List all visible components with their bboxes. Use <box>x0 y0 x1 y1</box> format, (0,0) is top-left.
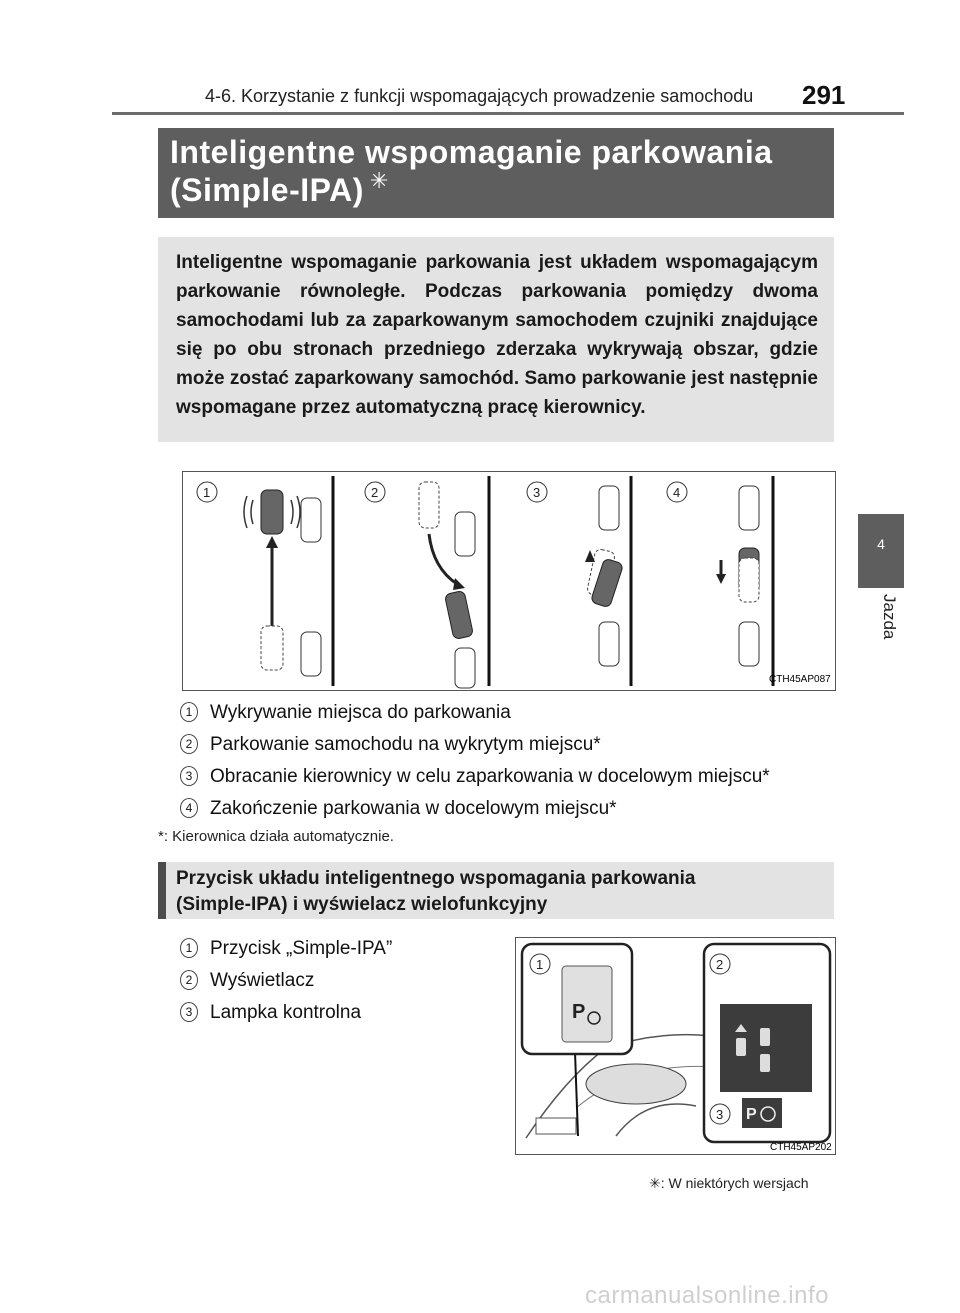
step-text: Parkowanie samochodu na wykrytym miejscu* <box>210 734 601 755</box>
step-4-badge <box>667 482 687 502</box>
figure-code: CTH45AP202 <box>770 1142 832 1153</box>
moving-car <box>261 490 283 534</box>
steps-footnote: *: Kierownica działa automatycznie. <box>158 828 394 845</box>
chapter-label-text: Jazda <box>880 594 899 640</box>
list-item <box>180 798 617 820</box>
subsection-accent-bar <box>158 862 166 919</box>
arrow-up <box>585 550 595 562</box>
ghost-car <box>419 482 439 528</box>
list-item <box>180 938 392 960</box>
svg-text:P: P <box>746 1106 757 1123</box>
figure-code: CTH45AP087 <box>769 674 831 685</box>
parked-car <box>739 486 759 530</box>
step-2-badge <box>365 482 385 502</box>
page-title-line1: Inteligentne wspomaganie parkowania <box>170 134 773 170</box>
svg-text:2: 2 <box>371 485 379 500</box>
parking-sequence-illustration <box>183 472 835 690</box>
step-text: Obracanie kierownicy w celu zaparkowania w docelowym miejscu* <box>210 766 770 787</box>
step-number: 3 <box>180 766 198 786</box>
svg-text:P: P <box>572 1001 586 1023</box>
ghost-car <box>739 558 759 602</box>
ghost-car <box>261 626 283 670</box>
svg-text:1: 1 <box>536 957 544 972</box>
title-asterisk: ✳ <box>370 168 389 193</box>
step-number: 1 <box>180 702 198 722</box>
list-item <box>180 766 770 788</box>
subsection-title-line1: Przycisk układu inteligentnego wspomagania parkowania <box>176 868 696 889</box>
svg-text:3: 3 <box>533 485 541 500</box>
panel-1-detection <box>244 490 321 676</box>
part-text: Przycisk „Simple-IPA” <box>210 938 393 959</box>
panel-3-steering <box>585 486 624 666</box>
panel-2-park <box>419 482 475 688</box>
subsection-title-line2: (Simple-IPA) i wyświelacz wielofunkcyjny <box>176 894 548 915</box>
parked-car <box>301 632 321 676</box>
part-text: Wyświetlacz <box>210 970 315 991</box>
svg-text:1: 1 <box>203 485 211 500</box>
panel-4-complete <box>716 486 759 666</box>
svg-text:2: 2 <box>716 957 724 972</box>
parked-car <box>455 512 475 556</box>
list-item <box>180 1002 361 1024</box>
chapter-number: 4 <box>877 536 885 552</box>
step-text: Zakończenie parkowania w docelowym miejscu* <box>210 798 617 819</box>
simple-ipa-button <box>562 966 612 1042</box>
parked-car <box>455 648 475 688</box>
page-number: 291 <box>802 80 846 110</box>
dashboard-figure <box>515 937 836 1155</box>
header-rule <box>112 112 904 115</box>
part-number: 2 <box>180 970 198 990</box>
arrow-down <box>716 574 726 584</box>
instrument-cluster <box>586 1064 686 1104</box>
step-3-badge <box>527 482 547 502</box>
callout-3-badge <box>710 1104 730 1124</box>
step-1-badge <box>197 482 217 502</box>
callout-2-badge <box>710 954 730 974</box>
part-number: 3 <box>180 1002 198 1022</box>
list-item <box>180 734 601 756</box>
parking-sequence-figure <box>182 471 836 691</box>
watermark: carmanualsonline.info <box>585 1282 829 1309</box>
arrow-curve <box>453 578 465 590</box>
callout-1-badge <box>530 954 550 974</box>
part-number: 1 <box>180 938 198 958</box>
step-text: Wykrywanie miejsca do parkowania <box>210 702 511 723</box>
arrow-up <box>266 536 278 548</box>
list-item <box>180 970 314 992</box>
step-number: 2 <box>180 734 198 754</box>
svg-text:3: 3 <box>716 1107 724 1122</box>
moving-car <box>444 590 473 639</box>
parked-car <box>599 486 619 530</box>
multi-info-display <box>720 1004 812 1092</box>
section-header-title: 4-6. Korzystanie z funkcji wspomagających prowadzenie samochodu <box>205 86 754 106</box>
parked-car <box>599 622 619 666</box>
dashboard-illustration <box>516 938 835 1154</box>
page-title-line2: (Simple-IPA) <box>170 172 364 208</box>
list-item <box>180 702 511 724</box>
parked-car <box>301 498 321 542</box>
parked-car <box>739 622 759 666</box>
step-number: 4 <box>180 798 198 818</box>
intro-paragraph: Inteligentne wspomaganie parkowania jest układem wspomagającym parkowanie równoległe. Podczas parkowania pomiędzy dwoma samochodami lub za zaparkowanym samochodem czujniki znajdujące się po obu stronach przedniego zderzaka wykrywają obszar, gdzie może zostać zaparkowany samochód. Samo parkowanie jest następnie wspomagane przez automatyczną pracę kierownicy. <box>176 252 818 418</box>
page-footnote: ✳: W niektórych wersjach <box>649 1175 809 1191</box>
part-text: Lampka kontrolna <box>210 1002 362 1023</box>
subsection-title <box>176 866 695 918</box>
svg-text:4: 4 <box>673 485 681 500</box>
chapter-label <box>855 594 907 654</box>
